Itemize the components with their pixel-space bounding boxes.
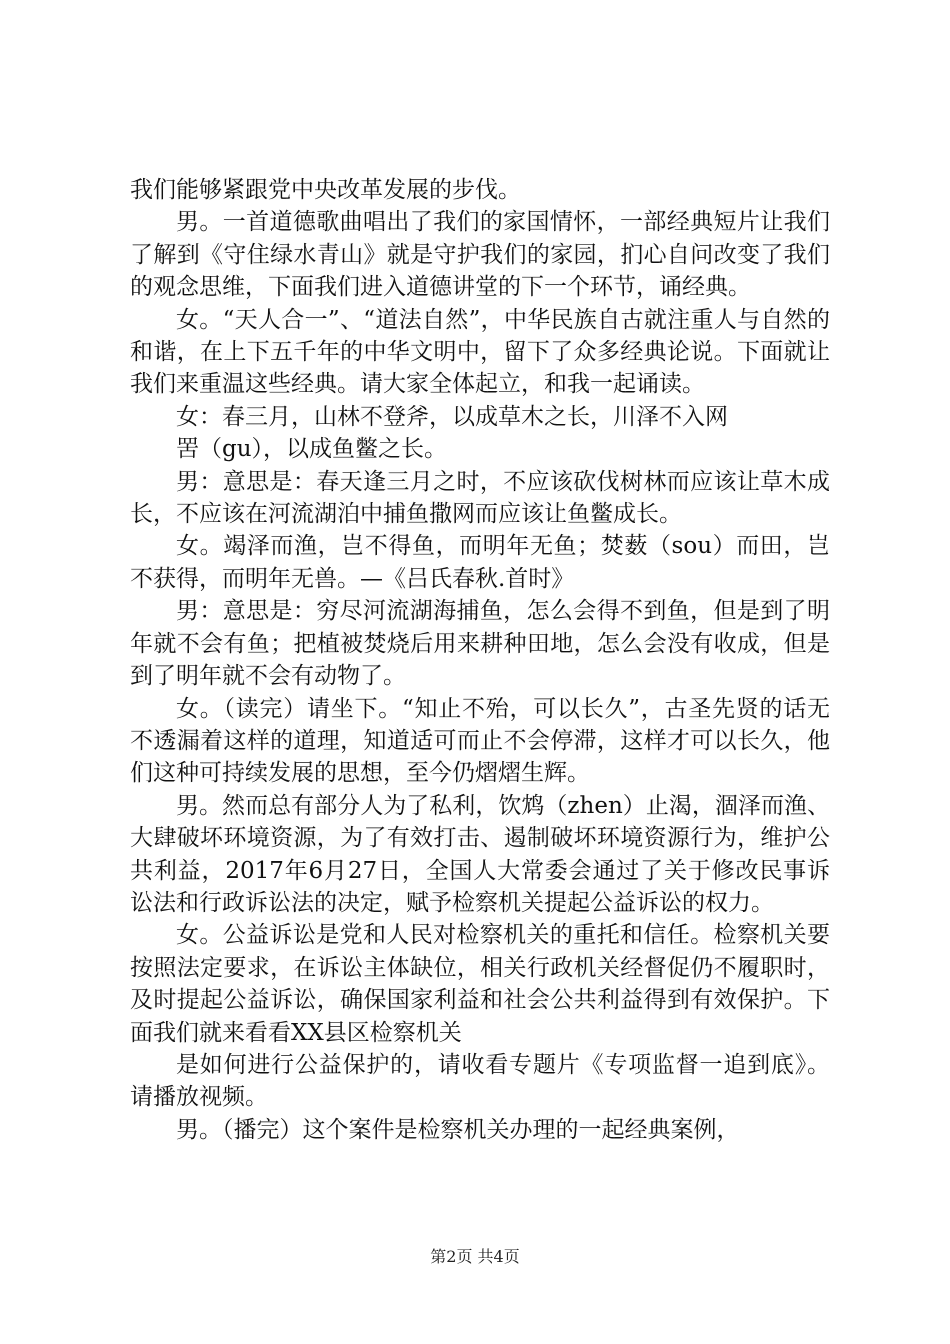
paragraph: 是如何进行公益保护的，请收看专题片《专项监督一追到底》。请播放视频。 (130, 1051, 830, 1111)
paragraph: 男。然而总有部分人为了私利，饮鸩（zhen）止渴，涸泽而渔、大肆破坏环境资源，为了有效打击、遏制破坏环境资源行为，维护公共利益，2017年6月27日，全国人大常委会通过了关于修改民事诉讼法和行政诉讼法的决定，赋予检察机关提起公益诉讼的权力。 (130, 792, 830, 916)
document-body (130, 174, 830, 1146)
paragraph: 男。（播完）这个案件是检察机关办理的一起经典案例， (176, 1116, 740, 1143)
paragraph: 女。“天人合一”、“道法自然”，中华民族自古就注重人与自然的和谐，在上下五千年的中华文明中，留下了众多经典论说。下面就让我们来重温这些经典。请大家全体起立，和我一起诵读。 (130, 306, 830, 398)
paragraph: 女。（读完）请坐下。“知止不殆，可以长久”，古圣先贤的话无不透漏着这样的道理，知道适可而止不会停滞，这样才可以长久，他们这种可持续发展的思想，至今仍熠熠生辉。 (130, 695, 830, 787)
paragraph: 女。公益诉讼是党和人民对检察机关的重托和信任。检察机关要按照法定要求，在诉讼主体缺位，相关行政机关经督促仍不履职时，及时提起公益诉讼，确保国家利益和社会公共利益得到有效保护。下面我们就来看看XX县区检察机关 (130, 922, 830, 1046)
page-footer (0, 1244, 950, 1267)
paragraph: 男：意思是：春天逢三月之时，不应该砍伐树林而应该让草木成长，不应该在河流湖泊中捕鱼撒网而应该让鱼鳖成长。 (130, 468, 830, 528)
paragraph: 男：意思是：穷尽河流湖海捕鱼，怎么会得不到鱼，但是到了明年就不会有鱼；把植被焚烧后用来耕种田地，怎么会没有收成，但是到了明年就不会有动物了。 (130, 598, 830, 690)
paragraph: 女：春三月，山林不登斧，以成草木之长，川泽不入网 (176, 403, 728, 430)
paragraph: 男。一首道德歌曲唱出了我们的家国情怀，一部经典短片让我们了解到《守住绿水青山》就是守护我们的家园，扪心自问改变了我们的观念思维，下面我们进入道德讲堂的下一个环节，诵经典。 (130, 209, 830, 301)
paragraph: 女。竭泽而渔，岂不得鱼，而明年无鱼；焚薮（sou）而田，岂不获得，而明年无兽。—《吕氏春秋.首时》 (130, 533, 830, 592)
paragraph: 我们能够紧跟党中央改革发展的步伐。 (130, 177, 521, 203)
paragraph: 罟（gu），以成鱼鳖之长。 (176, 436, 448, 463)
page-number-label: 第2页 共4页 (430, 1247, 520, 1266)
